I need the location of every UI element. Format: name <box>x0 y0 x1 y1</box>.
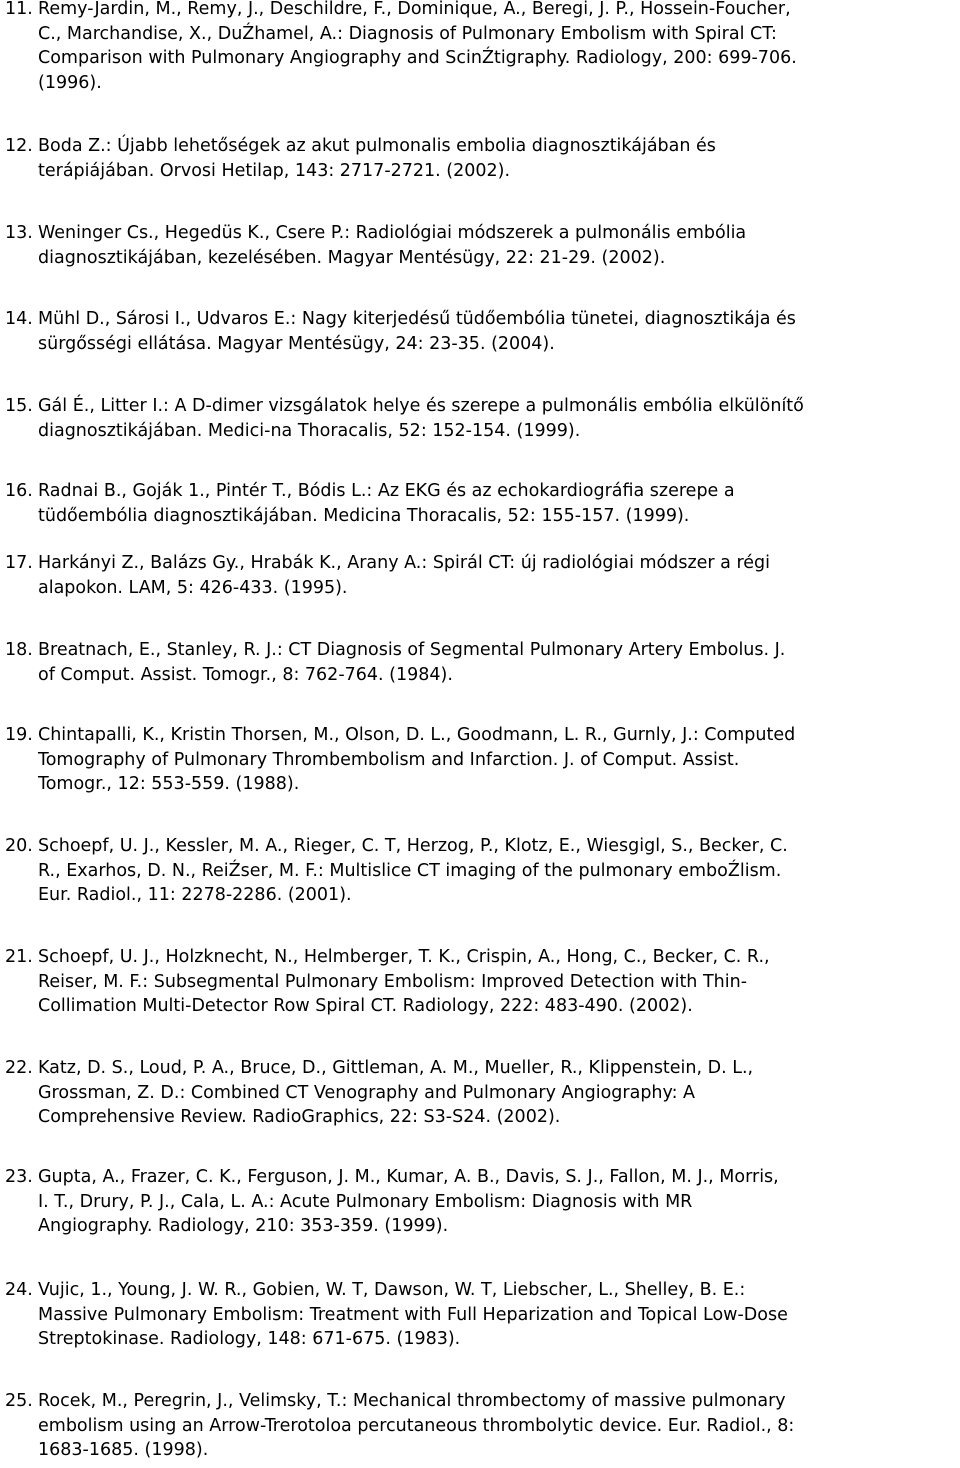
reference-line: Massive Pulmonary Embolism: Treatment with Full Heparization and Topical Low-Dose <box>38 1304 788 1325</box>
reference-text <box>38 394 957 443</box>
reference-item <box>5 1389 957 1463</box>
reference-text <box>38 638 957 687</box>
reference-line: of Comput. Assist. Tomogr., 8: 762-764. (1984). <box>38 664 453 685</box>
reference-line: alapokon. LAM, 5: 426-433. (1995). <box>38 577 348 598</box>
reference-line: Breatnach, E., Stanley, R. J.: CT Diagnosis of Segmental Pulmonary Artery Embolus. J. <box>38 640 786 660</box>
reference-text <box>38 551 957 600</box>
reference-text <box>38 1056 957 1130</box>
reference-item <box>5 134 957 183</box>
reference-line: 1683-1685. (1998). <box>38 1440 209 1460</box>
reference-number: 21. <box>5 947 33 967</box>
reference-line: embolism using an Arrow-Trerotoloa percutaneous thrombolytic device. Eur. Radiol., 8: <box>38 1415 795 1436</box>
reference-line: Tomogr., 12: 553-559. (1988). <box>38 774 300 794</box>
reference-line: Eur. Radiol., 11: 2278-2286. (2001). <box>38 885 352 905</box>
reference-line: Chintapalli, K., Kristin Thorsen, M., Olson, D. L., Goodmann, L. R., Gurnly, J.: Computed <box>38 725 796 745</box>
reference-line: Streptokinase. Radiology, 148: 671-675. (1983). <box>38 1329 461 1349</box>
reference-line: Rocek, M., Peregrin, J., Velimsky, T.: Mechanical thrombectomy of massive pulmonary <box>38 1391 786 1411</box>
reference-item <box>5 307 957 356</box>
reference-item <box>5 1278 957 1352</box>
reference-line: Mühl D., Sárosi I., Udvaros E.: Nagy kiterjedésű tüdőembólia tünetei, diagnosztikája és <box>38 309 796 329</box>
reference-text <box>38 0 957 95</box>
reference-number: 15. <box>5 396 33 416</box>
reference-item <box>5 479 957 528</box>
reference-item <box>5 1165 957 1239</box>
reference-line: Katz, D. S., Loud, P. A., Bruce, D., Gittleman, A. M., Mueller, R., Klippenstein, D. L., <box>38 1058 754 1078</box>
reference-item <box>5 638 957 687</box>
reference-line: Collimation Multi-Detector Row Spiral CT. Radiology, 222: 483-490. (2002). <box>38 996 693 1016</box>
reference-line: Gál É., Litter I.: A D-dimer vizsgálatok helye és szerepe a pulmonális embólia elkülönítő <box>38 396 804 416</box>
reference-item <box>5 1056 957 1130</box>
reference-line: R., Exarhos, D. N., ReiŹser, M. F.: Multislice CT imaging of the pulmonary emboŹlism. <box>38 860 782 881</box>
reference-line: Radnai B., Goják 1., Pintér T., Bódis L.: Az EKG és az echokardiográfia szerepe a <box>38 481 735 501</box>
reference-number: 17. <box>5 553 33 573</box>
reference-text <box>38 723 957 797</box>
reference-item <box>5 0 957 95</box>
reference-number: 25. <box>5 1391 33 1411</box>
reference-line: diagnosztikájában, kezelésében. Magyar Mentésügy, 22: 21-29. (2002). <box>38 247 666 268</box>
reference-item <box>5 723 957 797</box>
reference-line: Reiser, M. F.: Subsegmental Pulmonary Embolism: Improved Detection with Thin- <box>38 971 748 992</box>
reference-number: 23. <box>5 1167 33 1187</box>
reference-number: 20. <box>5 836 33 856</box>
reference-number: 18. <box>5 640 33 660</box>
reference-line: Harkányi Z., Balázs Gy., Hrabák K., Arany A.: Spirál CT: új radiológiai módszer a régi <box>38 553 771 573</box>
reference-line: I. T., Drury, P. J., Cala, L. A.: Acute Pulmonary Embolism: Diagnosis with MR <box>38 1191 693 1212</box>
reference-line: Schoepf, U. J., Holzknecht, N., Helmberger, T. K., Crispin, A., Hong, C., Becker, C. R., <box>38 947 770 967</box>
reference-line: tüdőembólia diagnosztikájában. Medicina Thoracalis, 52: 155-157. (1999). <box>38 505 690 526</box>
reference-number: 14. <box>5 309 33 329</box>
reference-line: Comparison with Pulmonary Angiography and ScinŹtigraphy. Radiology, 200: 699-706. <box>38 48 797 68</box>
reference-text <box>38 1165 957 1239</box>
reference-item <box>5 945 957 1019</box>
reference-text <box>38 834 957 908</box>
reference-text <box>38 945 957 1019</box>
reference-text <box>38 221 957 270</box>
reference-line: Weninger Cs., Hegedüs K., Csere P.: Radiológiai módszerek a pulmonális embólia <box>38 223 747 243</box>
reference-line: diagnosztikájában. Medici-na Thoracalis, 52: 152-154. (1999). <box>38 420 581 441</box>
reference-line: C., Marchandise, X., DuŹhamel, A.: Diagnosis of Pulmonary Embolism with Spiral CT: <box>38 23 777 44</box>
reference-line: (1996). <box>38 72 102 93</box>
reference-number: 19. <box>5 725 33 745</box>
reference-line: terápiájában. Orvosi Hetilap, 143: 2717-2721. (2002). <box>38 160 511 181</box>
reference-line: Tomography of Pulmonary Thrombembolism and Infarction. J. of Comput. Assist. <box>38 749 740 770</box>
reference-text <box>38 307 957 356</box>
reference-text <box>38 479 957 528</box>
reference-number: 13. <box>5 223 33 243</box>
reference-text <box>38 134 957 183</box>
reference-number: 12. <box>5 136 33 156</box>
reference-text <box>38 1278 957 1352</box>
reference-item <box>5 834 957 908</box>
reference-number: 22. <box>5 1058 33 1078</box>
reference-line: Grossman, Z. D.: Combined CT Venography and Pulmonary Angiography: A <box>38 1082 696 1103</box>
reference-line: Gupta, A., Frazer, C. K., Ferguson, J. M., Kumar, A. B., Davis, S. J., Fallon, M. J., Morris, <box>38 1167 779 1187</box>
reference-line: sürgősségi ellátása. Magyar Mentésügy, 24: 23-35. (2004). <box>38 333 555 354</box>
reference-item <box>5 551 957 600</box>
reference-line: Angiography. Radiology, 210: 353-359. (1999). <box>38 1216 449 1236</box>
reference-item <box>5 221 957 270</box>
reference-line: Boda Z.: Újabb lehetőségek az akut pulmonalis embolia diagnosztikájában és <box>38 136 716 156</box>
reference-number: 11. <box>5 0 33 19</box>
reference-item <box>5 394 957 443</box>
reference-line: Comprehensive Review. RadioGraphics, 22: S3-S24. (2002). <box>38 1107 561 1127</box>
reference-number: 24. <box>5 1280 33 1300</box>
reference-line: Remy-Jardin, M., Remy, J., Deschildre, F., Dominique, A., Beregi, J. P., Hossein-Foucher, <box>38 0 791 19</box>
reference-number: 16. <box>5 481 33 501</box>
reference-line: Vujic, 1., Young, J. W. R., Gobien, W. T, Dawson, W. T, Liebscher, L., Shelley, B. E.: <box>38 1280 746 1300</box>
reference-line: Schoepf, U. J., Kessler, M. A., Rieger, C. T, Herzog, P., Klotz, E., Wiesgigl, S., Becker, C. <box>38 836 788 856</box>
reference-text <box>38 1389 957 1463</box>
